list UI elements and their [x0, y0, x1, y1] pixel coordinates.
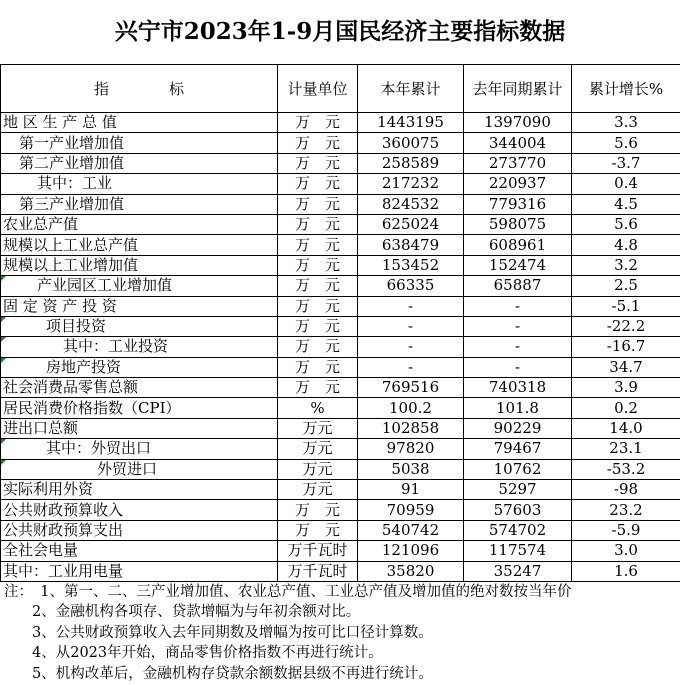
previous-value-cell: 220937: [464, 174, 572, 194]
table-row: [1, 357, 680, 377]
table-row: [1, 439, 680, 459]
growth-cell: 0.4: [572, 174, 680, 194]
unit-cell: 万 元: [278, 194, 358, 214]
comment-marker-icon: [1, 358, 6, 363]
note-line: 4、从2023年开始，商品零售价格指数不再进行统计。: [32, 645, 383, 662]
growth-cell: 0.2: [572, 398, 680, 418]
previous-value-cell: -: [464, 337, 572, 357]
indicator-cell: 其中：工业投资: [1, 337, 278, 357]
indicator-cell: 规模以上工业总产值: [1, 235, 278, 255]
growth-cell: -53.2: [572, 459, 680, 479]
unit-cell: 万 元: [278, 520, 358, 540]
table-row: [1, 378, 680, 398]
header-previous: 去年同期累计: [464, 65, 572, 113]
previous-value-cell: 779316: [464, 194, 572, 214]
indicator-cell: 实际利用外资: [1, 480, 278, 500]
table-row: [1, 459, 680, 479]
growth-cell: 23.2: [572, 500, 680, 520]
current-value-cell: -: [358, 296, 464, 316]
table-row: [1, 174, 680, 194]
table-row: [1, 418, 680, 438]
current-value-cell: 769516: [358, 378, 464, 398]
growth-cell: 5.6: [572, 214, 680, 234]
current-value-cell: 97820: [358, 439, 464, 459]
previous-value-cell: -: [464, 357, 572, 377]
note-line: 5、机构改革后，金融机构存贷款余额数据县级不再进行统计。: [32, 665, 433, 682]
previous-value-cell: 57603: [464, 500, 572, 520]
unit-cell: 万 元: [278, 296, 358, 316]
current-value-cell: 540742: [358, 520, 464, 540]
current-value-cell: 91: [358, 480, 464, 500]
previous-value-cell: 273770: [464, 153, 572, 173]
indicator-cell: 居民消费价格指数（CPI）: [1, 398, 278, 418]
growth-cell: 34.7: [572, 357, 680, 377]
table-row: [1, 337, 680, 357]
note-line: 3、公共财政预算收入去年同期数及增幅为按可比口径计算数。: [32, 624, 433, 641]
table-row: [1, 480, 680, 500]
table-row: [1, 133, 680, 153]
comment-marker-icon: [1, 460, 6, 465]
previous-value-cell: 344004: [464, 133, 572, 153]
unit-cell: 万元: [278, 418, 358, 438]
growth-cell: -98: [572, 480, 680, 500]
comment-marker-icon: [1, 317, 6, 322]
indicator-cell: 其中：外贸出口: [1, 439, 278, 459]
growth-cell: -22.2: [572, 316, 680, 336]
note-line: 注： 1、第一、二、三产业增加值、农业总产值、工业总产值及增加值的绝对数按当年价: [4, 583, 572, 600]
notes: [0, 582, 680, 684]
comment-marker-icon: [1, 337, 6, 342]
table-row: [1, 561, 680, 581]
indicator-cell: 第二产业增加值: [1, 153, 278, 173]
indicator-cell: 其中：工业用电量: [1, 561, 278, 581]
previous-value-cell: -: [464, 316, 572, 336]
table-row: [1, 214, 680, 234]
table-row: [1, 520, 680, 540]
table-row: [1, 235, 680, 255]
unit-cell: 万 元: [278, 214, 358, 234]
current-value-cell: 121096: [358, 541, 464, 561]
growth-cell: 23.1: [572, 439, 680, 459]
indicator-cell: 固 定 资 产 投 资: [1, 296, 278, 316]
growth-cell: 5.6: [572, 133, 680, 153]
indicator-cell: 社会消费品零售总额: [1, 378, 278, 398]
table-row: [1, 255, 680, 275]
current-value-cell: 638479: [358, 235, 464, 255]
unit-cell: 万 元: [278, 316, 358, 336]
unit-cell: 万 元: [278, 500, 358, 520]
current-value-cell: -: [358, 357, 464, 377]
table-row: [1, 296, 680, 316]
table-row: [1, 194, 680, 214]
previous-value-cell: 101.8: [464, 398, 572, 418]
header-unit: 计量单位: [278, 65, 358, 113]
unit-cell: 万 元: [278, 357, 358, 377]
unit-cell: 万 元: [278, 113, 358, 133]
unit-cell: 万千瓦时: [278, 541, 358, 561]
table-row: [1, 541, 680, 561]
table-row: [1, 398, 680, 418]
indicator-cell: 房地产投资: [1, 357, 278, 377]
header-growth: 累计增长%: [572, 65, 680, 113]
previous-value-cell: -: [464, 296, 572, 316]
table-row: [1, 153, 680, 173]
current-value-cell: 66335: [358, 276, 464, 296]
unit-cell: 万元: [278, 480, 358, 500]
note-line: 2、金融机构各项存、贷款增幅为与年初余额对比。: [32, 604, 361, 621]
current-value-cell: 35820: [358, 561, 464, 581]
unit-cell: 万 元: [278, 255, 358, 275]
indicator-cell: 农业总产值: [1, 214, 278, 234]
indicator-cell: 公共财政预算收入: [1, 500, 278, 520]
indicator-cell: 第一产业增加值: [1, 133, 278, 153]
indicator-cell: 规模以上工业增加值: [1, 255, 278, 275]
previous-value-cell: 1397090: [464, 113, 572, 133]
table-header-row: [1, 65, 680, 113]
indicator-cell: 地 区 生 产 总 值: [1, 113, 278, 133]
unit-cell: 万 元: [278, 378, 358, 398]
unit-cell: 万 元: [278, 276, 358, 296]
comment-marker-icon: [1, 276, 6, 281]
previous-value-cell: 598075: [464, 214, 572, 234]
current-value-cell: 100.2: [358, 398, 464, 418]
growth-cell: 3.0: [572, 541, 680, 561]
page-title: 兴宁市2023年1-9月国民经济主要指标数据: [114, 18, 566, 45]
current-value-cell: 360075: [358, 133, 464, 153]
previous-value-cell: 65887: [464, 276, 572, 296]
unit-cell: %: [278, 398, 358, 418]
unit-cell: 万 元: [278, 235, 358, 255]
current-value-cell: 1443195: [358, 113, 464, 133]
unit-cell: 万 元: [278, 174, 358, 194]
indicator-cell: 产业园区工业增加值: [1, 276, 278, 296]
growth-cell: 4.8: [572, 235, 680, 255]
indicator-cell: 其中：工业: [1, 174, 278, 194]
growth-cell: -3.7: [572, 153, 680, 173]
header-indicator: 指 标: [1, 65, 278, 113]
growth-cell: 3.2: [572, 255, 680, 275]
unit-cell: 万千瓦时: [278, 561, 358, 581]
table-row: [1, 316, 680, 336]
table-row: [1, 500, 680, 520]
previous-value-cell: 90229: [464, 418, 572, 438]
previous-value-cell: 35247: [464, 561, 572, 581]
previous-value-cell: 574702: [464, 520, 572, 540]
unit-cell: 万 元: [278, 337, 358, 357]
previous-value-cell: 79467: [464, 439, 572, 459]
indicator-cell: 公共财政预算支出: [1, 520, 278, 540]
unit-cell: 万元: [278, 459, 358, 479]
table-row: [1, 276, 680, 296]
indicator-cell: 全社会电量: [1, 541, 278, 561]
indicator-cell: 项目投资: [1, 316, 278, 336]
previous-value-cell: 10762: [464, 459, 572, 479]
indicators-table: [0, 64, 680, 582]
current-value-cell: 217232: [358, 174, 464, 194]
previous-value-cell: 740318: [464, 378, 572, 398]
current-value-cell: 102858: [358, 418, 464, 438]
growth-cell: 4.5: [572, 194, 680, 214]
indicator-cell: 外贸进口: [1, 459, 278, 479]
previous-value-cell: 5297: [464, 480, 572, 500]
indicator-cell: 进出口总额: [1, 418, 278, 438]
header-current: 本年累计: [358, 65, 464, 113]
current-value-cell: 625024: [358, 214, 464, 234]
unit-cell: 万 元: [278, 133, 358, 153]
indicator-cell: 第三产业增加值: [1, 194, 278, 214]
growth-cell: -5.1: [572, 296, 680, 316]
growth-cell: 2.5: [572, 276, 680, 296]
growth-cell: -16.7: [572, 337, 680, 357]
growth-cell: 3.9: [572, 378, 680, 398]
previous-value-cell: 152474: [464, 255, 572, 275]
previous-value-cell: 608961: [464, 235, 572, 255]
current-value-cell: -: [358, 316, 464, 336]
current-value-cell: 5038: [358, 459, 464, 479]
growth-cell: 1.6: [572, 561, 680, 581]
table-row: [1, 113, 680, 133]
growth-cell: 14.0: [572, 418, 680, 438]
comment-marker-icon: [1, 439, 6, 444]
previous-value-cell: 117574: [464, 541, 572, 561]
current-value-cell: 824532: [358, 194, 464, 214]
current-value-cell: 70959: [358, 500, 464, 520]
current-value-cell: 153452: [358, 255, 464, 275]
unit-cell: 万 元: [278, 153, 358, 173]
growth-cell: 3.3: [572, 113, 680, 133]
current-value-cell: -: [358, 337, 464, 357]
unit-cell: 万元: [278, 439, 358, 459]
growth-cell: -5.9: [572, 520, 680, 540]
current-value-cell: 258589: [358, 153, 464, 173]
